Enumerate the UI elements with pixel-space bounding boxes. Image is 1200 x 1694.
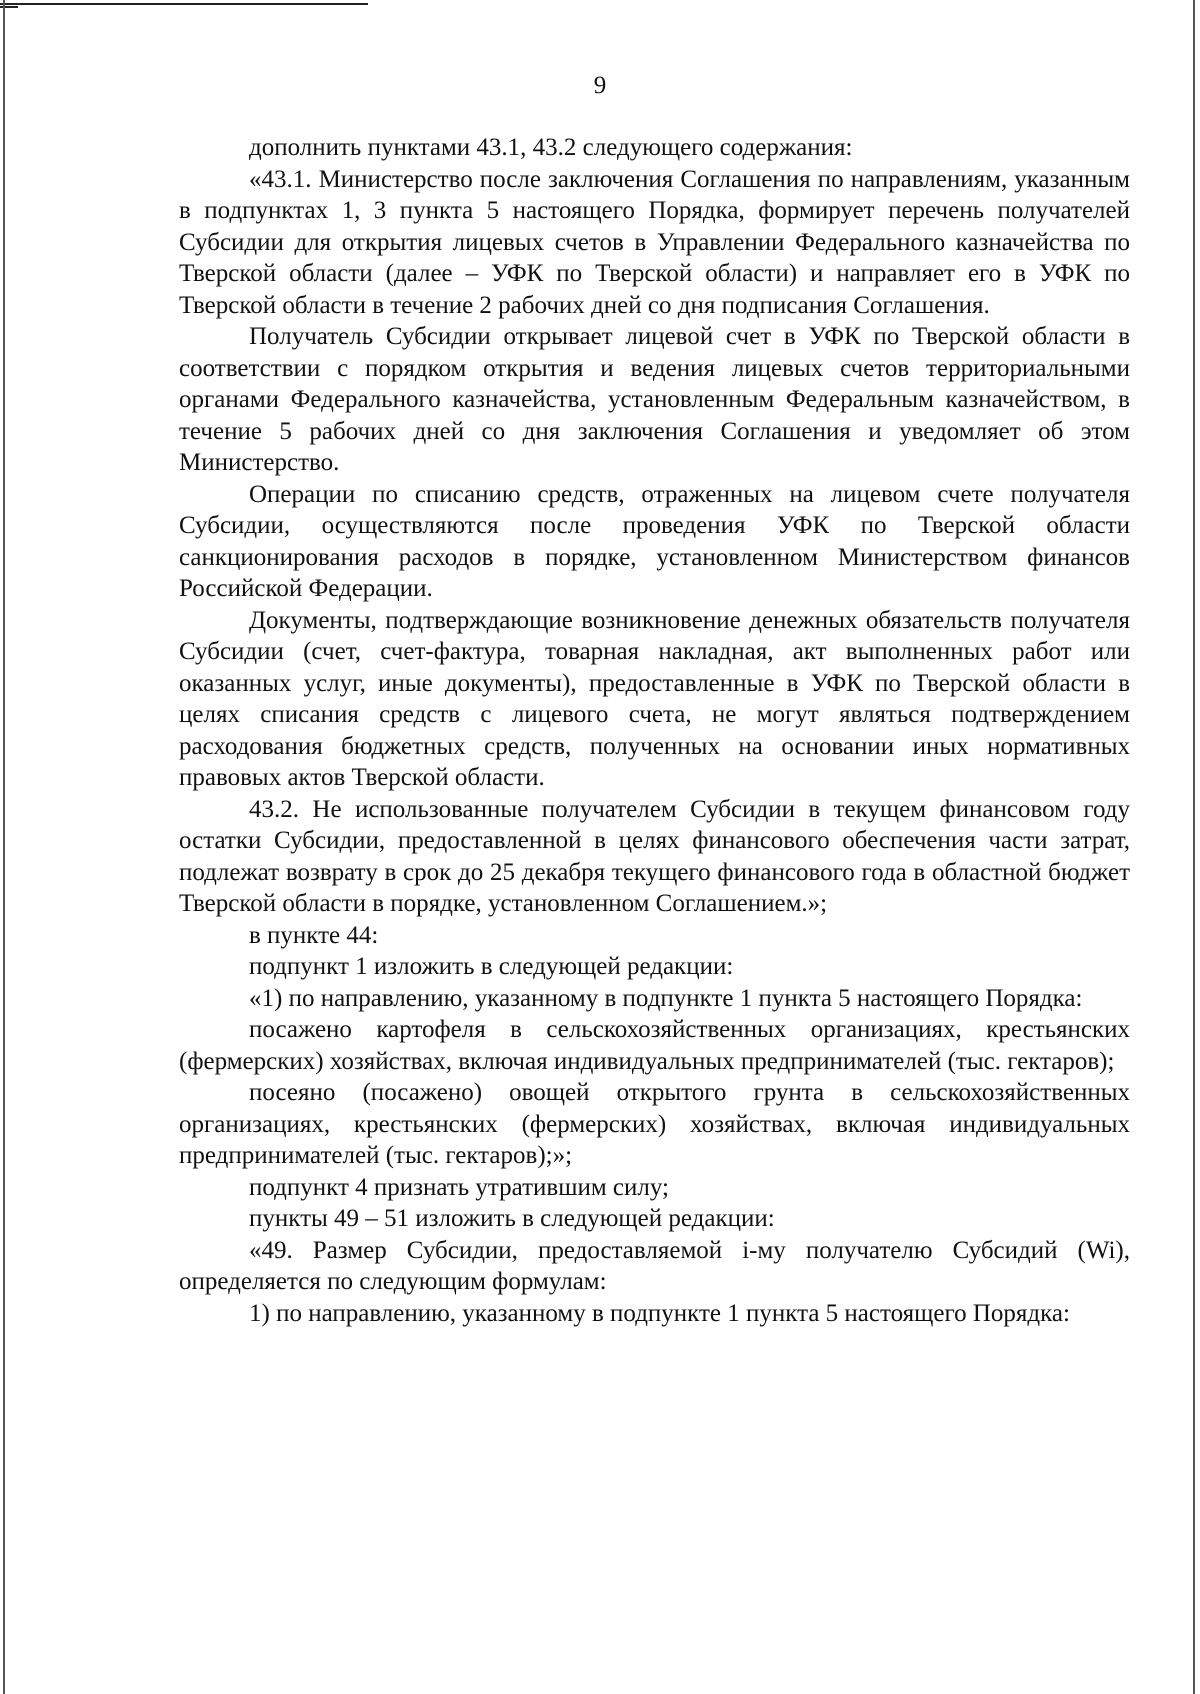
document-body bbox=[179, 132, 1130, 1329]
paragraph: посеяно (посажено) овощей открытого грунта в сельскохозяйственных организациях, крестьянских (фермерских) хозяйствах, включая индивидуальных предпринимателей (тыс. гектаров);»; bbox=[179, 1079, 1130, 1169]
paragraph: подпункт 1 изложить в следующей редакции: bbox=[249, 953, 734, 980]
scan-left-border bbox=[3, 0, 5, 1694]
scan-right-border bbox=[1193, 0, 1195, 1694]
paragraph: 43.2. Не использованные получателем Субсидии в текущем финансовом году остатки Субсидии, предоставленной в целях финансового обеспечения части затрат, подлежат возврату в срок до 25 декабря текущего финансового года в областной бюджет Тверской области в порядке, установленном Соглашением.»; bbox=[179, 795, 1130, 917]
paragraph: Получатель Субсидии открывает лицевой счет в УФК по Тверской области в соответствии с порядком открытия и ведения лицевых счетов территориальными органами Федерального казначейства, установленным Федеральным казначейством, в течение 5 рабочих дней со дня заключения Соглашения и уведомляет об этом Министерство. bbox=[179, 323, 1130, 476]
paragraph: подпункт 4 признать утратившим силу; bbox=[249, 1173, 669, 1201]
paragraph: Документы, подтверждающие возникновение денежных обязательств получателя Субсидии (счет, счет-фактура, товарная накладная, акт выполненных работ или оказанных услуг, иные документы), предоставленные в УФК по Тверской области в целях списания средств с лицевого счета, не могут являться подтверждением расходования бюджетных средств, полученных на основании иных нормативных правовых актов Тверской области. bbox=[179, 606, 1130, 791]
paragraph: пункты 49 – 51 изложить в следующей редакции: bbox=[249, 1205, 775, 1232]
paragraph: 1) по направлению, указанному в подпункте 1 пункта 5 настоящего Порядка: bbox=[249, 1299, 1070, 1327]
paragraph: «1) по направлению, указанному в подпункте 1 пункта 5 настоящего Порядка: bbox=[249, 984, 1083, 1012]
paragraph: «49. Размер Субсидии, предоставляемой i-му получателю Субсидий (Wi), определяется по следующим формулам: bbox=[179, 1236, 1130, 1295]
scan-top-border bbox=[0, 3, 368, 5]
paragraph: в пункте 44: bbox=[249, 921, 379, 949]
paragraph: «43.1. Министерство после заключения Соглашения по направлениям, указанным в подпунктах 1, 3 пункта 5 настоящего Порядка, формирует перечень получателей Субсидии для открытия лицевых счетов в Управлении Федерального казначейства по Тверской области (далее – УФК по Тверской области) и направляет его в УФК по Тверской области в течение 2 рабочих дней со дня подписания Соглашения. bbox=[179, 165, 1130, 319]
paragraph: Операции по списанию средств, отраженных на лицевом счете получателя Субсидии, осуществляются после проведения УФК по Тверской области санкционирования расходов в порядке, установленном Министерством финансов Российской Федерации. bbox=[179, 480, 1130, 602]
page-number: 9 bbox=[593, 72, 607, 99]
paragraph: посажено картофеля в сельскохозяйственных организациях, крестьянских (фермерских) хозяйствах, включая индивидуальных предпринимателей (тыс. гектаров); bbox=[179, 1016, 1130, 1075]
paragraph: дополнить пунктами 43.1, 43.2 следующего содержания: bbox=[249, 134, 853, 161]
